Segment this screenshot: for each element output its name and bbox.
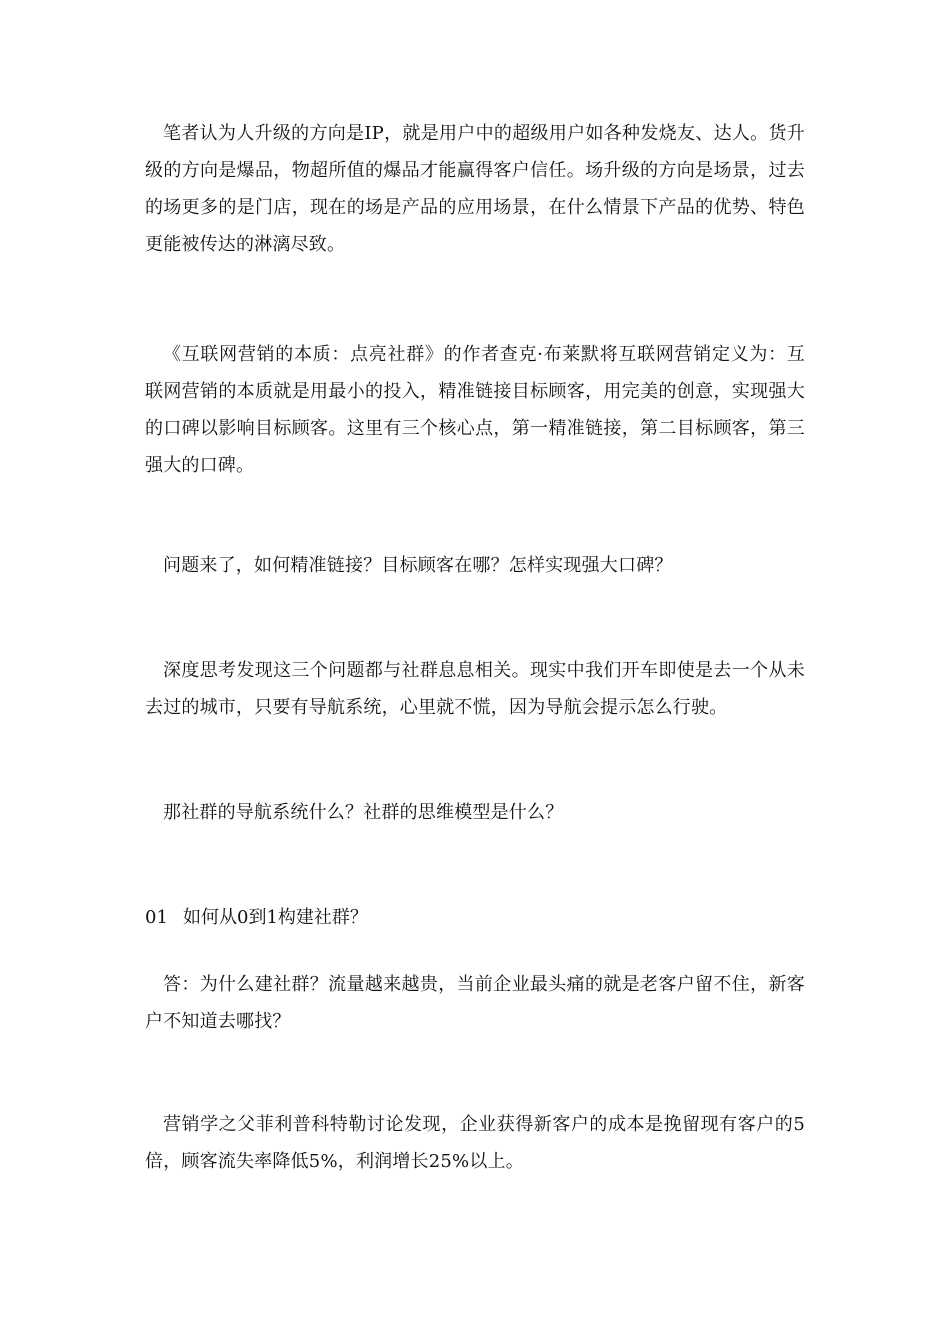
section-number: 01	[145, 907, 168, 928]
paragraph-upgrade-directions: 笔者认为人升级的方向是IP，就是用户中的超级用户如各种发烧友、达人。货升级的方向是爆品，物超所值的爆品才能赢得客户信任。场升级的方向是场景，过去的场更多的是门店，现在的场是产品的应用场景，在什么情景下产品的优势、特色更能被传达的淋漓尽致。	[145, 123, 805, 255]
paragraph-navigation-analogy: 深度思考发现这三个问题都与社群息息相关。现实中我们开车即使是去一个从未去过的城市，只要有导航系统，心里就不慌，因为导航会提示怎么行驶。	[145, 660, 805, 718]
paragraph-kotler-customer-cost: 营销学之父菲利普科特勒讨论发现，企业获得新客户的成本是挽留现有客户的5倍，顾客流失率降低5%，利润增长25%以上。	[145, 1114, 805, 1172]
section-title: 如何从0到1构建社群？	[183, 907, 368, 928]
paragraph-community-navigation-question: 那社群的导航系统什么？社群的思维模型是什么？	[163, 802, 564, 823]
section-heading	[145, 899, 368, 936]
paragraph-three-questions: 问题来了，如何精准链接？目标顾客在哪？怎样实现强大口碑？	[163, 555, 673, 576]
paragraph-internet-marketing-definition: 《互联网营销的本质：点亮社群》的作者查克·布莱默将互联网营销定义为：互联网营销的本质就是用最小的投入，精准链接目标顾客，用完美的创意，实现强大的口碑以影响目标顾客。这里有三个核心点，第一精准链接，第二目标顾客，第三强大的口碑。	[145, 344, 805, 476]
paragraph-answer-why-community: 答：为什么建社群？流量越来越贵，当前企业最头痛的就是老客户留不住，新客户不知道去哪找？	[145, 974, 805, 1032]
